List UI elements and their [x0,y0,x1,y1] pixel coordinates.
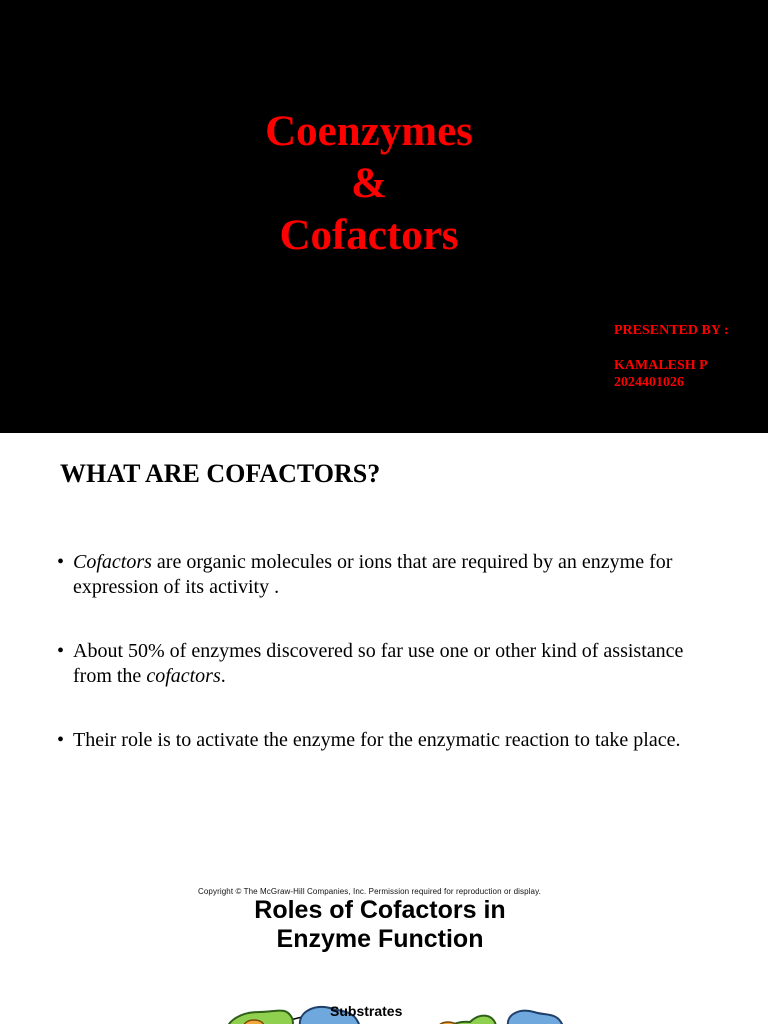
figure-title-line-1: Roles of Cofactors in [254,896,506,924]
title-line-1: Coenzymes [265,108,473,155]
bullet-1-text: are organic molecules or ions that are required by an enzyme for expression of its activity . [73,551,673,598]
presenter-block [614,322,729,391]
presented-by-label: PRESENTED BY : [614,323,729,338]
slide-title [0,106,738,262]
title-line-2: & [351,160,387,207]
title-line-3: Cofactors [279,212,459,259]
bullet-1-emphasis: Cofactors [73,551,152,573]
figure-substrates-label: Substrates [330,1003,403,1019]
figure-title-line-2: Enzyme Function [276,925,484,953]
cofactor-figure [190,886,590,1024]
slide-heading: WHAT ARE COFACTORS? [60,459,381,488]
enzyme-blue-shape-2 [508,1011,565,1024]
title-slide [0,0,768,433]
presenter-roll: 2024401026 [614,375,684,390]
bullet-item-2 [57,639,717,688]
figure-title [190,896,570,954]
bullet-2-emphasis: cofactors [146,664,221,687]
bullet-item-1 [57,550,717,599]
bullet-item-3 [57,728,717,753]
bullet-3-text: Their role is to activate the enzyme for the enzymatic reaction to take place. [73,729,681,751]
presenter-gap [614,339,729,357]
content-slide [0,433,768,1024]
bullet-2-tail: . [220,664,226,687]
presenter-name: KAMALESH P [614,358,708,373]
bullet-2-text: About 50% of enzymes discovered so far use one or other kind of assistance from the [73,640,684,687]
bullet-list [57,550,717,793]
figure-copyright: Copyright © The McGraw-Hill Companies, Inc. Permission required for reproduction or display. [198,887,541,896]
